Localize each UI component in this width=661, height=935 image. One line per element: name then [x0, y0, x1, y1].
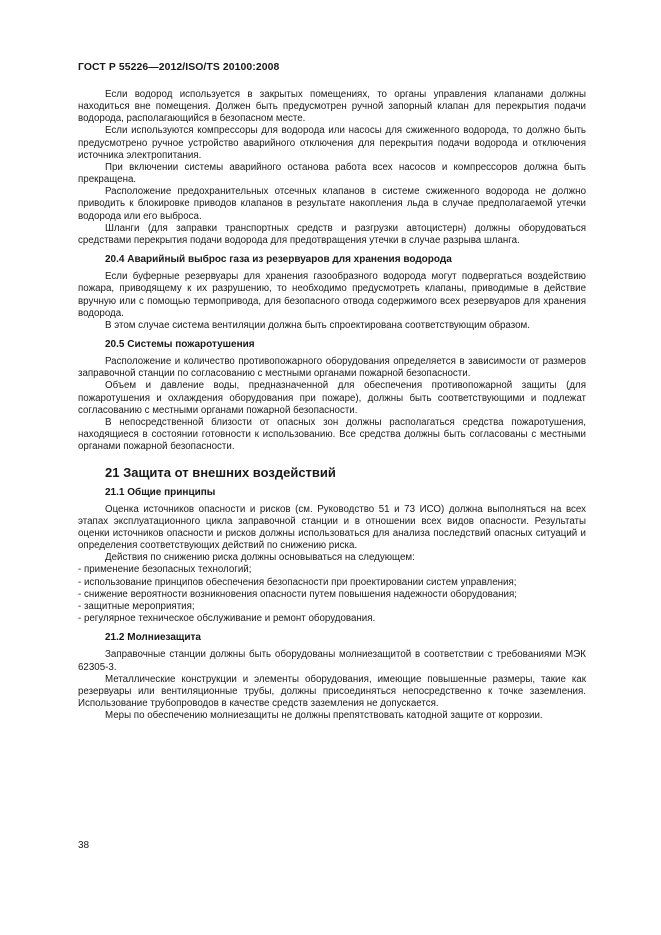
paragraph: Если буферные резервуары для хранения газообразного водорода могут подвергаться воздействию пожара, приводящему к их разрушению, то необходимо предусмотреть клапаны, приводимые в действие вручную или с помощью термопривода, для безопасного отвода содержимого всех резервуаров для хранения водорода. — [78, 271, 586, 319]
list-item: - защитные мероприятия; — [78, 600, 195, 612]
paragraph: Расположение предохранительных отсечных клапанов в системе сжиженного водорода не должно приводить к блокировке приводов клапанов в результате накопления льда в случае предполагаемой утечки водорода или его выброса. — [78, 186, 586, 222]
paragraph: Если водород используется в закрытых помещениях, то органы управления клапанами должны находиться вне помещения. Должен быть предусмотрен ручной запорный клапан для перекрытия подачи водорода, располагающийся в безопасном месте. — [78, 89, 586, 125]
page-number: 38 — [78, 840, 90, 851]
paragraph: Меры по обеспечению молниезащиты не должны препятствовать катодной защите от коррозии. — [105, 710, 543, 722]
paragraph: Расположение и количество противопожарного оборудования определяется в зависимости от размеров заправочной станции по согласованию с местными органами пожарной безопасности. — [78, 356, 586, 380]
paragraph: При включении системы аварийного останова работа всех насосов и компрессоров должна быть прекращена. — [78, 161, 586, 186]
paragraph: Объем и давление воды, предназначенной для обеспечения противопожарной защиты (для пожаротушения и охлаждения оборудования при пожаре), должны быть соответствующими и подлежат согласованию с местными органами пожарной безопасности. — [78, 380, 586, 416]
list-item: - применение безопасных технологий; — [78, 564, 252, 576]
list-item: - снижение вероятности возникновения опасности путем повышения надежности оборудования; — [78, 588, 517, 600]
paragraph: В непосредственной близости от опасных зон должны располагаться средства пожаротушения, находящиеся в состоянии готовности к использованию. Все средства должны быть согласованы с местными органами пожарной безопасности. — [78, 416, 586, 453]
subsection-heading-21-1: 21.1 Общие принципы — [105, 486, 216, 498]
paragraph: Оценка источников опасности и рисков (см. Руководство 51 и 73 ИСО) должна выполняться на всех этапах эксплуатационного цикла заправочной станции и в отношении всех видов опасности. Результаты оценки источников опасности и рисков должны использоваться для анализа последствий опасных ситуаций и определения соответствующих действий по снижению риска. — [78, 503, 586, 552]
list-item: - регулярное техническое обслуживание и ремонт оборудования. — [78, 613, 376, 625]
paragraph: Заправочные станции должны быть оборудованы молниезащитой в соответствии с требованиями МЭК 62305-3. — [78, 649, 586, 673]
paragraph: Металлические конструкции и элементы оборудования, имеющие повышенные размеры, такие как резервуары или вентиляционные трубы, должны присоединяться непосредственно к точке заземления. Использование трубопроводов в качестве средств заземления не допускается. — [78, 673, 586, 710]
subsection-heading-20-4: 20.4 Аварийный выброс газа из резервуаров для хранения водорода — [105, 254, 452, 266]
paragraph: Действия по снижению риска должны основываться на следующем: — [105, 552, 415, 564]
paragraph: Если используются компрессоры для водорода или насосы для сжиженного водорода, то должно быть предусмотрено ручное устройство аварийного отключения для перекрытия подачи водорода и отключения источника электропитания. — [78, 125, 586, 161]
document-header: ГОСТ Р 55226—2012/ISO/TS 20100:2008 — [78, 62, 280, 73]
paragraph: В этом случае система вентиляции должна быть спроектирована соответствующим образом. — [105, 319, 530, 331]
subsection-heading-21-2: 21.2 Молниезащита — [105, 632, 201, 644]
section-heading-21: 21 Защита от внешних воздействий — [105, 465, 336, 481]
list-item: - использование принципов обеспечения безопасности при проектировании систем управления; — [78, 576, 517, 588]
subsection-heading-20-5: 20.5 Системы пожаротушения — [105, 338, 255, 350]
paragraph: Шланги (для заправки транспортных средств и разгрузки автоцистерн) должны оборудоваться средствами перекрытия подачи водорода для предотвращения утечки в случае разрыва шланга. — [78, 222, 586, 246]
page-body — [78, 89, 586, 722]
